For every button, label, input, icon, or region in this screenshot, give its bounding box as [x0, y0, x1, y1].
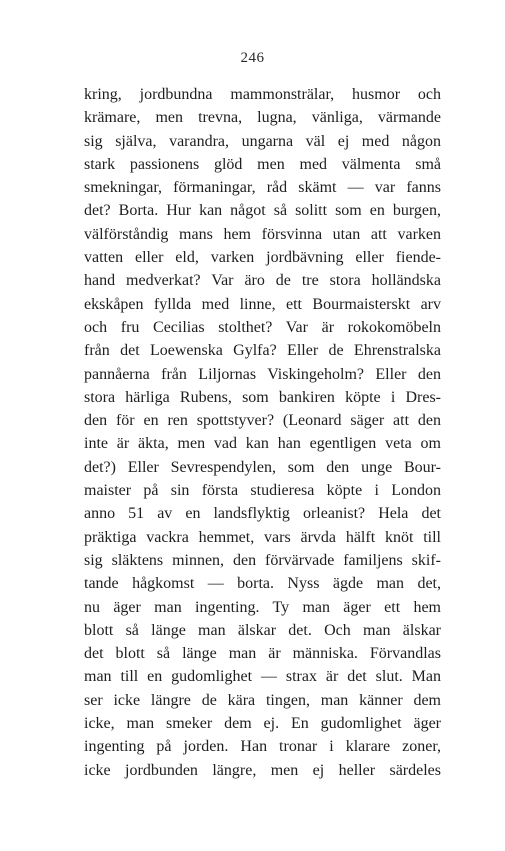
text-line: det?) Eller Sevrespendylen, som den unge Bour-	[84, 458, 441, 476]
text-line: blott så länge man älskar det. Och man älskar	[84, 621, 441, 639]
text-line: stark passionens glöd men med välmenta små	[84, 155, 441, 173]
text-line: från det Loewenska Gylfa? Eller de Ehrenstralska	[84, 342, 441, 360]
text-line: krämare, men trevna, lugna, vänliga, värmande	[84, 109, 441, 127]
page-number: 246	[240, 50, 265, 66]
text-line: maister på sin första studieresa köpte i London	[84, 482, 441, 500]
text-line: välförståndig mans hem försvinna utan att varken	[84, 225, 441, 243]
text-line: man till en gudomlighet — strax är det slut. Man	[84, 668, 441, 686]
text-line: ser icke längre de kära tingen, man känner dem	[84, 691, 441, 709]
text-line: kring, jordbundna mammonsträlar, husmor och	[84, 86, 441, 103]
text-line: hand medverkat? Var äro de tre stora holländska	[84, 272, 441, 290]
text-line: ingenting på jorden. Han tronar i klarare zoner,	[84, 738, 441, 756]
body-text	[84, 83, 441, 782]
text-line: inte är äkta, men vad kan han egentligen veta om	[84, 435, 441, 453]
text-line: pannåerna från Liljornas Viskingeholm? Eller den	[84, 365, 441, 383]
text-line: icke jordbunden längre, men ej heller särdeles	[84, 761, 441, 779]
text-line: det? Borta. Hur kan något så solitt som en burgen,	[84, 202, 441, 220]
text-line: stora härliga Rubens, som bankiren köpte i Dres-	[84, 388, 441, 406]
text-line: icke, man smeker dem ej. En gudomlighet äger	[84, 715, 441, 733]
text-line: anno 51 av en landsflyktig orleanist? Hela det	[84, 505, 441, 523]
text-line: det blott så länge man är människa. Förvandlas	[84, 645, 441, 663]
text-line: den för en ren spottstyver? (Leonard säger att den	[84, 412, 441, 430]
text-line: präktiga vackra hemmet, vars ärvda hälft knöt till	[84, 528, 441, 546]
text-line: vatten eller eld, varken jordbävning eller fiende-	[84, 249, 441, 267]
text-line: sig släktens minnen, den förvärvade familjens skif-	[84, 551, 441, 569]
text-line: och fru Cecilias stolthet? Var är rokokomöbeln	[84, 318, 441, 336]
text-line: nu äger man ingenting. Ty man äger ett hem	[84, 598, 441, 616]
text-line: smekningar, förmaningar, råd skämt — var fanns	[84, 179, 441, 197]
text-line: ekskåpen fyllda med linne, ett Bourmaisterskt arv	[84, 295, 441, 313]
text-line: sig själva, varandra, ungarna väl ej med någon	[84, 132, 441, 150]
text-line: tande hågkomst — borta. Nyss ägde man det,	[84, 575, 441, 593]
